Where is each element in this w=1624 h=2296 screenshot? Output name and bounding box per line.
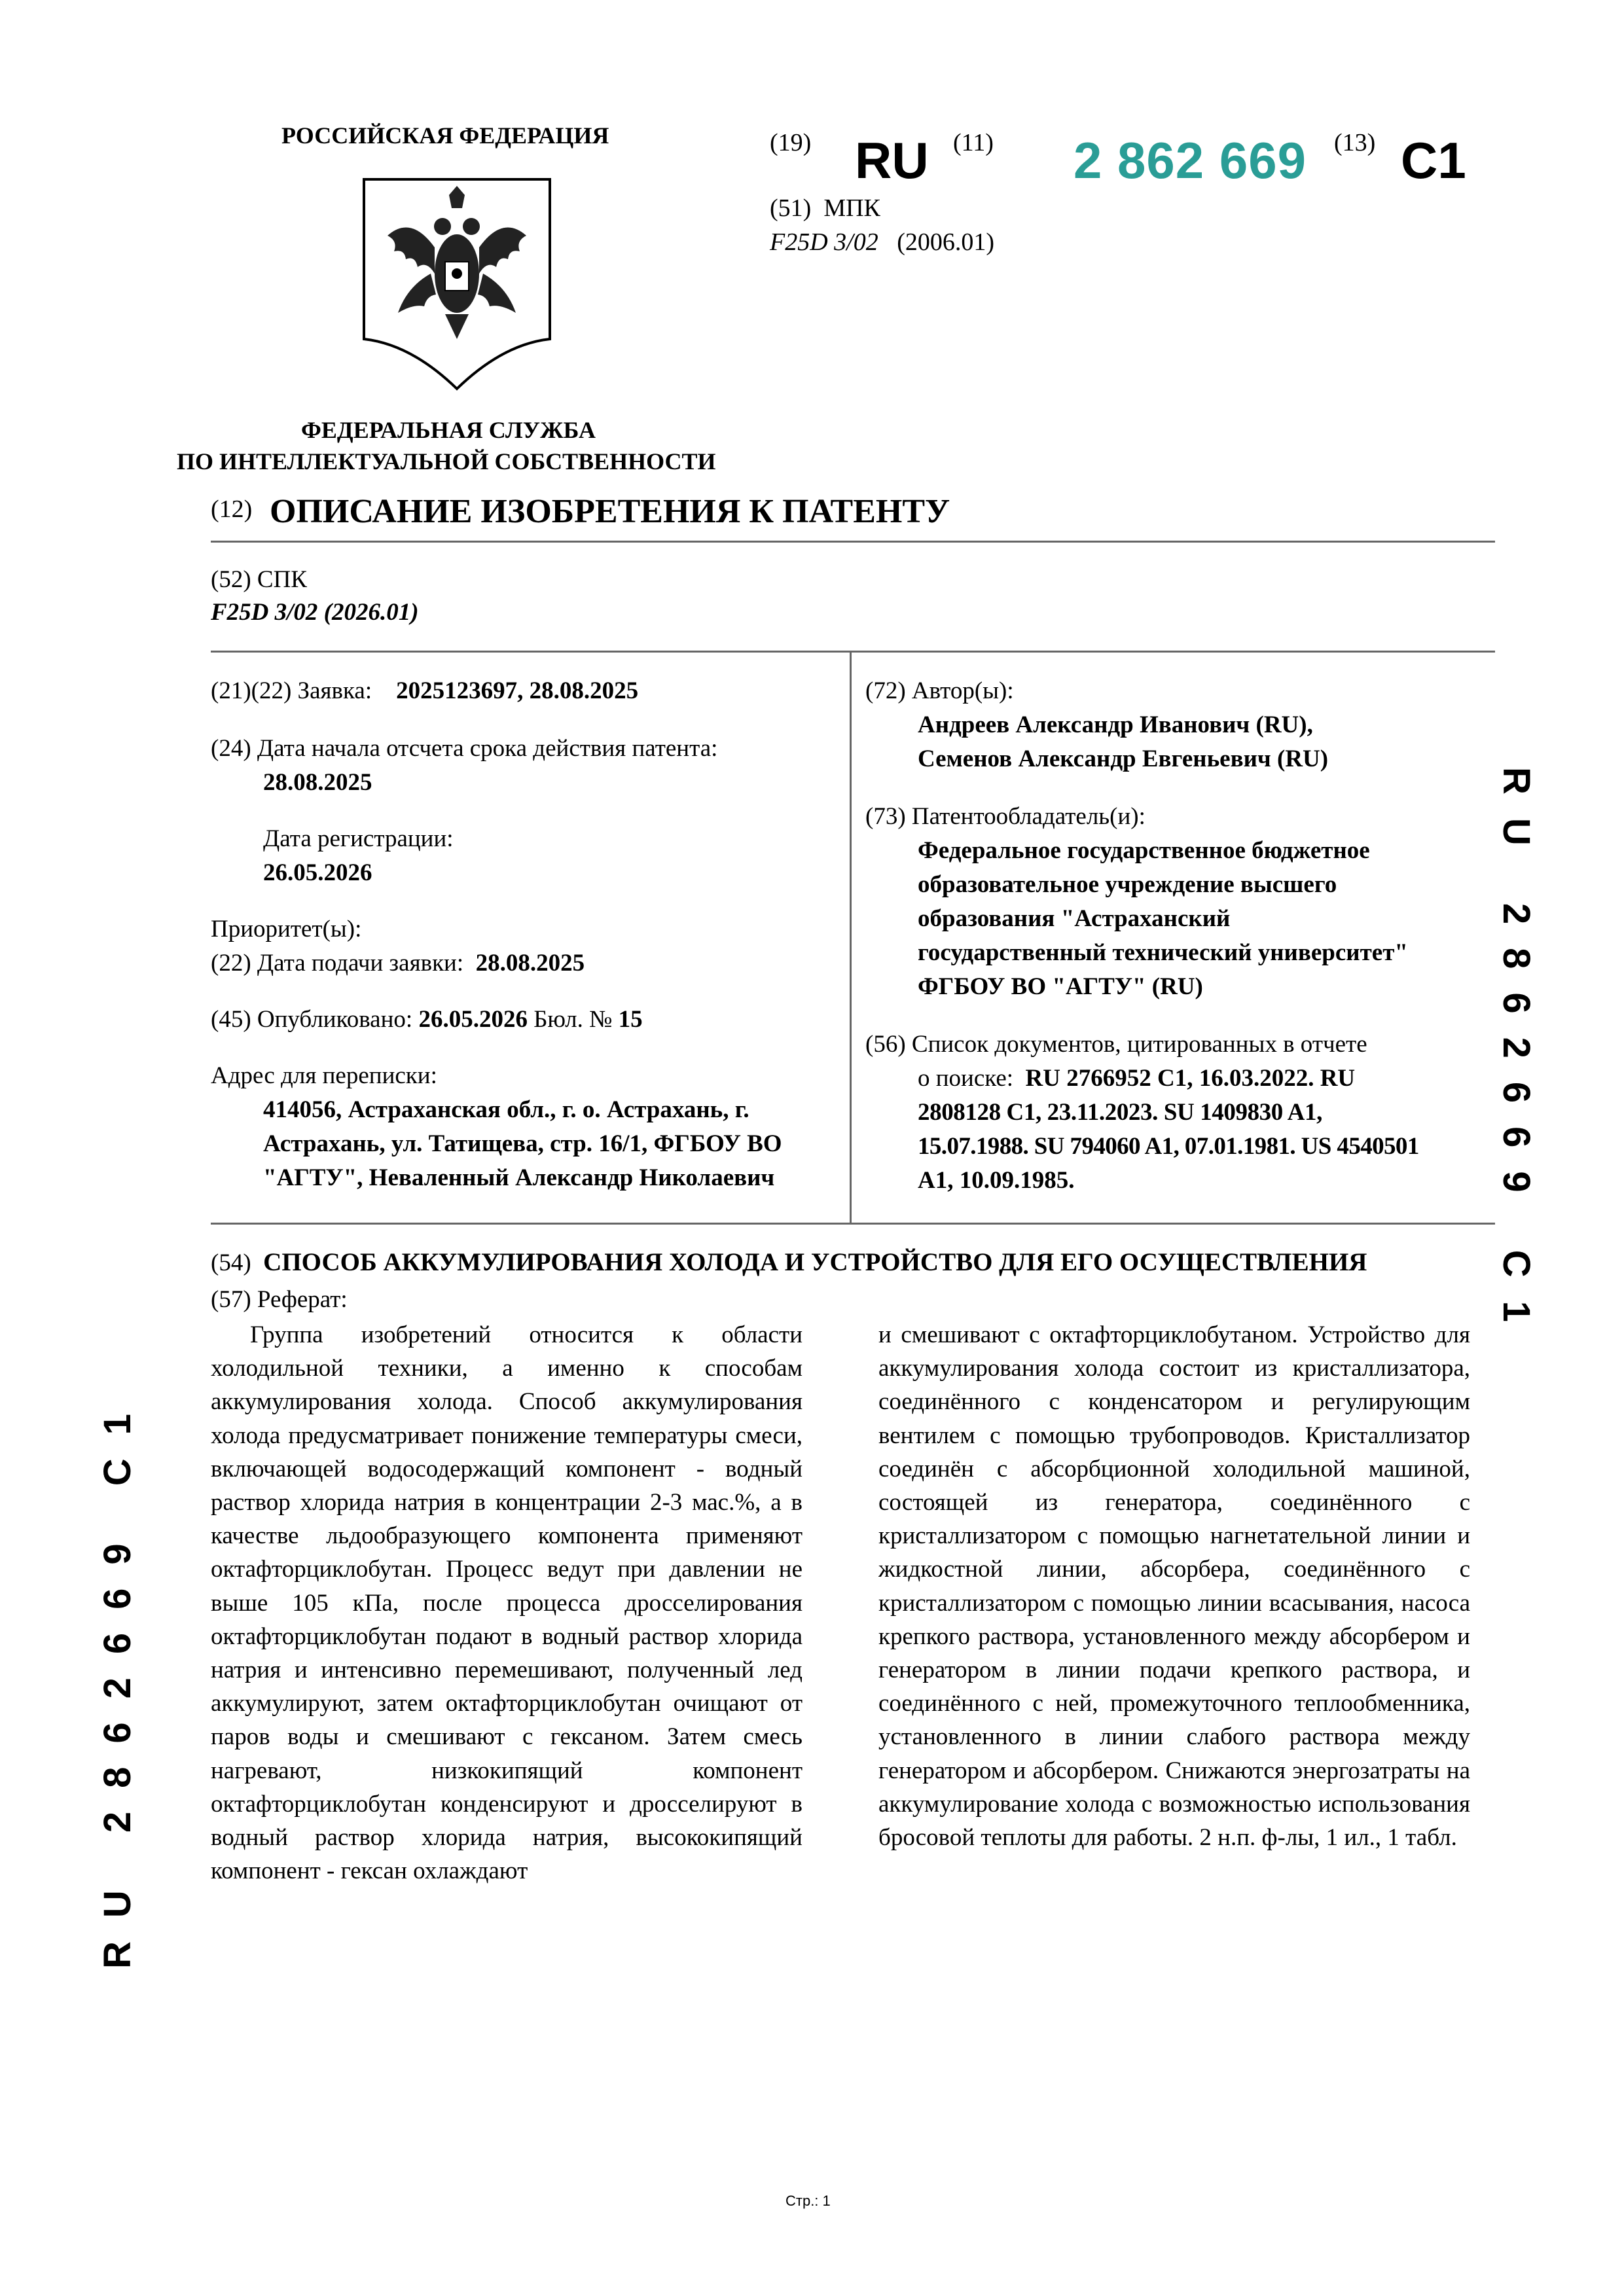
filing-date-label: (22) Дата подачи заявки: <box>211 950 464 977</box>
cited-docs-label: (56) Список документов, цитированных в отчете <box>865 1031 1367 1058</box>
cited-docs-value: RU 2766952 C1, 16.03.2022. RU <box>1025 1065 1356 1092</box>
published-label: (45) Опубликовано: <box>211 1006 413 1033</box>
ipc-line <box>770 194 880 223</box>
inid-code-13: (13) <box>1334 129 1376 156</box>
cited-docs-line: 2808128 C1, 23.11.2023. SU 1409830 A1, <box>918 1099 1322 1126</box>
application-label: (21)(22) Заявка: <box>211 677 372 704</box>
owner-line: государственный технический университет" <box>918 939 1408 966</box>
cpc-label: (52) СПК <box>211 566 307 593</box>
inid-code-12: (12) <box>211 495 253 523</box>
invention-title-row <box>211 1247 1367 1277</box>
filing-date-field <box>211 946 585 980</box>
registration-label: Дата регистрации: <box>263 825 454 852</box>
ipc-class: F25D 3/02 <box>770 228 878 256</box>
abstract-column-1 <box>211 1318 803 1986</box>
page-number: Стр.: 1 <box>785 2193 831 2209</box>
author-name: Семенов Александр Евгеньевич (RU) <box>918 745 1329 772</box>
inid-code-51: (51) <box>770 194 812 222</box>
agency-name-line2: ПО ИНТЕЛЛЕКТУАЛЬНОЙ СОБСТВЕННОСТИ <box>177 448 716 475</box>
address-label: Адрес для переписки: <box>211 1062 437 1089</box>
cpc-value: F25D 3/02 (2026.01) <box>211 599 419 626</box>
country-name: РОССИЙСКАЯ ФЕДЕРАЦИЯ <box>281 122 609 149</box>
agency-name-line1: ФЕДЕРАЛЬНАЯ СЛУЖБА <box>301 417 596 443</box>
side-label-right: RU 2862669 C1 <box>1495 767 1538 1346</box>
bulletin-value: 15 <box>618 1006 643 1033</box>
invention-title: СПОСОБ АККУМУЛИРОВАНИЯ ХОЛОДА И УСТРОЙСТВО ДЛЯ ЕГО ОСУЩЕСТВЛЕНИЯ <box>263 1248 1367 1276</box>
application-value: 2025123697, 28.08.2025 <box>396 677 639 704</box>
abstract-column-2 <box>878 1318 1470 1986</box>
filing-date-value: 28.08.2025 <box>475 950 585 977</box>
abstract-text-part2: и смешивают с октафторциклобутаном. Устройство для аккумулирования холода состоит из кристаллизатора, соединённого с конденсатором и регулирующим вентилем с помощью трубопроводов. Кристаллизатор соединён с абсорбционной холодильной машиной, состоящей из генератора, соединённого с кристаллизатором с помощью нагнетательной линии и жидкостной линии, абсорбера, соединённого с кристаллизатором с помощью линии всасывания, насоса крепкого раствора, установленного между абсорбером и генератором в линии подачи крепкого раствора, и соединённого с ней, промежуточного теплообменника, установленного в линии слабого раствора между генератором и абсорбером. Снижаются энергозатраты на аккумулирование холода с возможностью использования бросовой теплоты для работы. 2 н.п. ф-лы, 1 ил., 1 табл. <box>878 1321 1470 1852</box>
ipc-version: (2006.01) <box>897 228 995 256</box>
coat-of-arms-emblem <box>359 175 555 391</box>
address-line: "АГТУ", Неваленный Александр Николаевич <box>263 1164 775 1191</box>
abstract-text-part1: Группа изобретений относится к области холодильной техники, а именно к способам аккумулирования холода. Способ аккумулирования холода предусматривает понижение температуры смеси, включающей водосодержащий компонент - водный раствор хлорида натрия в концентрации 2-3 мас.%, а в качестве льдообразующего компонента применяют октафторциклобутан. Процесс ведут при давлении не выше 105 кПа, после процесса дросселирования октафторциклобутан подают в водный раствор хлорида натрия и интенсивно перемешивают, полученный лед аккумулируют, затем октафторциклобутан очищают от паров воды и смешивают с гексаном. Затем смесь нагревают, низкокипящий компонент октафторциклобутан конденсируют и дросселируют в водный раствор хлорида натрия, высококипящий компонент - гексан охлаждают <box>211 1321 803 1885</box>
cited-docs-prefix: о поиске: <box>918 1065 1014 1092</box>
ipc-classification <box>770 228 994 257</box>
column-divider <box>850 651 852 1223</box>
term-start-value: 28.08.2025 <box>263 769 372 796</box>
cited-docs-line <box>865 1062 1355 1096</box>
kind-code: C1 <box>1401 132 1466 189</box>
term-start-label: (24) Дата начала отсчета срока действия патента: <box>211 735 718 762</box>
published-value: 26.05.2026 <box>418 1006 528 1033</box>
address-line: Астрахань, ул. Татищева, стр. 16/1, ФГБОУ ВО <box>263 1130 782 1157</box>
owner-line: ФГБОУ ВО "АГТУ" (RU) <box>918 973 1203 1000</box>
abstract-label: (57) Реферат: <box>211 1286 348 1313</box>
divider <box>211 651 1495 653</box>
inid-code-11: (11) <box>953 129 994 156</box>
priority-label: Приоритет(ы): <box>211 916 362 942</box>
cited-docs-line: 15.07.1988. SU 794060 A1, 07.01.1981. US 4540501 <box>918 1133 1419 1160</box>
divider <box>211 1223 1495 1225</box>
registration-value: 26.05.2026 <box>263 859 372 886</box>
address-line: 414056, Астраханская обл., г. о. Астрахань, г. <box>263 1096 749 1123</box>
inid-code-54: (54) <box>211 1249 251 1276</box>
side-label-left: RU 2862669 C1 <box>96 1390 139 1969</box>
inid-code-19: (19) <box>770 129 812 156</box>
country-code: RU <box>855 132 929 189</box>
authors-label: (72) Автор(ы): <box>865 677 1014 704</box>
document-type-title: ОПИСАНИЕ ИЗОБРЕТЕНИЯ К ПАТЕНТУ <box>270 493 950 530</box>
application-field <box>211 674 638 708</box>
owner-line: Федеральное государственное бюджетное <box>918 837 1370 864</box>
patent-number: 2 862 669 <box>1074 132 1307 189</box>
owner-line: образовательное учреждение высшего <box>918 871 1337 898</box>
author-name: Андреев Александр Иванович (RU), <box>918 711 1313 738</box>
bulletin-label: Бюл. № <box>533 1006 613 1033</box>
owner-line: образования "Астраханский <box>918 905 1231 932</box>
divider <box>211 541 1495 543</box>
published-field <box>211 1003 643 1037</box>
owner-label: (73) Патентообладатель(и): <box>865 803 1146 830</box>
ipc-label: МПК <box>823 194 880 222</box>
cited-docs-line: A1, 10.09.1985. <box>918 1167 1075 1194</box>
